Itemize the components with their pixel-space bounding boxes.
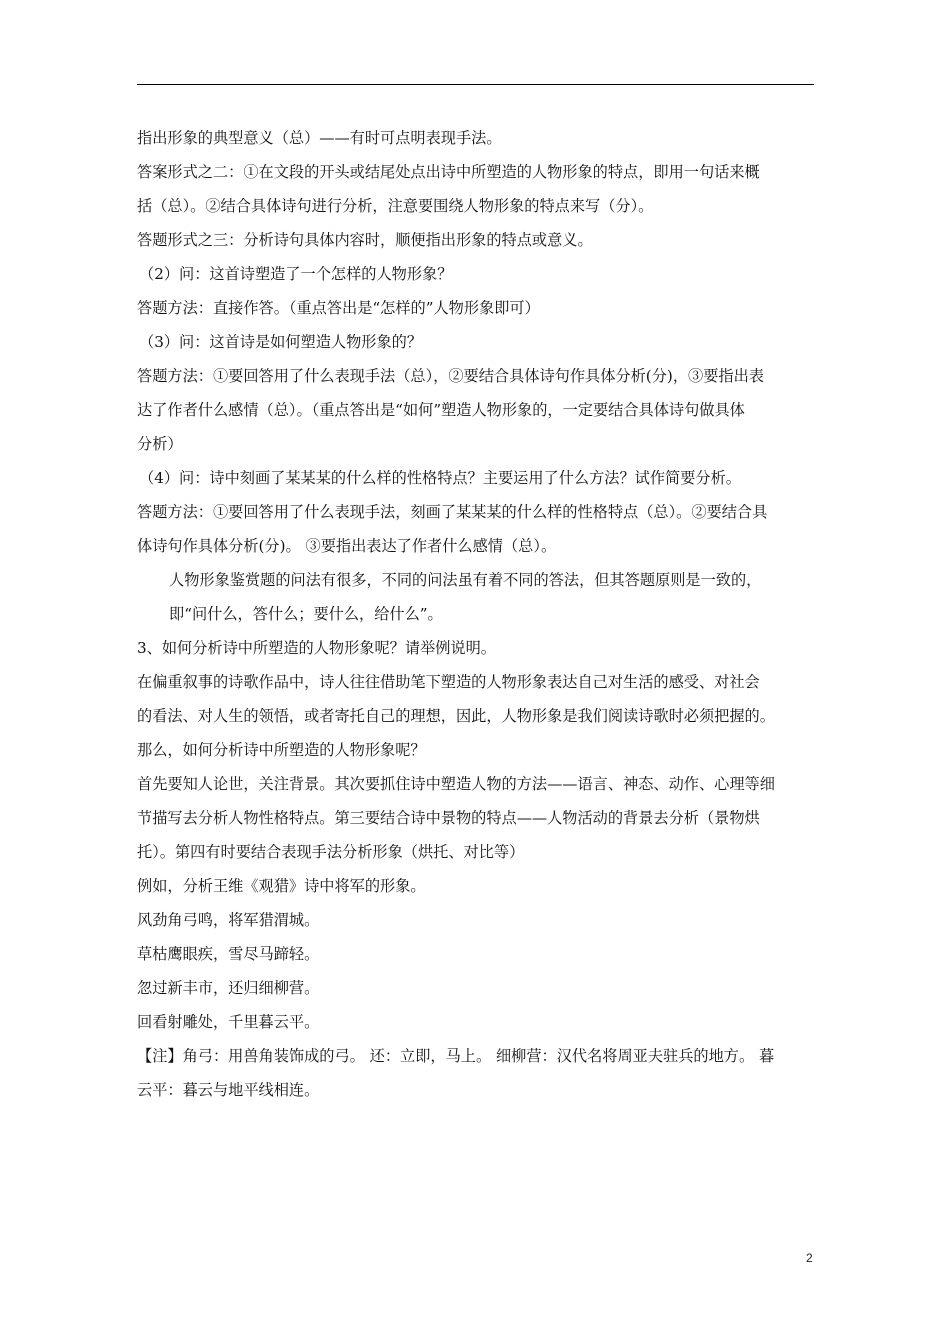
poem-line: 风劲角弓鸣，将军猎渭城。 bbox=[137, 911, 320, 929]
question-line: （3）问：这首诗是如何塑造人物形象的？ bbox=[139, 333, 423, 351]
question-line: （2）问：这首诗塑造了一个怎样的人物形象？ bbox=[139, 265, 453, 283]
text-line: 答题方法：直接作答。（重点答出是“怎样的”人物形象即可） bbox=[137, 299, 540, 317]
section-heading: 3、如何分析诗中所塑造的人物形象呢？请举例说明。 bbox=[137, 639, 496, 657]
poem-line: 忽过新丰市，还归细柳营。 bbox=[137, 979, 320, 997]
text-line: 答题方法：①要回答用了什么表现手法（总），②要结合具体诗句作具体分析(分)，③要指出表 bbox=[137, 367, 764, 385]
text-line: 答题形式之三：分析诗句具体内容时，顺便指出形象的特点或意义。 bbox=[137, 231, 593, 249]
text-line: 例如，分析王维《观猎》诗中将军的形象。 bbox=[137, 877, 426, 895]
annotation-line: 云平：暮云与地平线相连。 bbox=[137, 1081, 320, 1099]
header-rule bbox=[137, 84, 814, 85]
text-line: 体诗句作具体分析(分)。 ③要指出表达了作者什么感情（总）。 bbox=[137, 537, 557, 555]
text-line: 答案形式之二：①在文段的开头或结尾处点出诗中所塑造的人物形象的特点，即用一句话来概 bbox=[137, 163, 760, 181]
text-line: 那么，如何分析诗中所塑造的人物形象呢？ bbox=[137, 741, 426, 759]
text-line: 分析） bbox=[137, 435, 183, 453]
text-line: 托）。第四有时要结合表现手法分析形象（烘托、对比等） bbox=[137, 843, 525, 861]
document-body bbox=[137, 121, 814, 1107]
paragraph-indented-line: 人物形象鉴赏题的问法有很多，不同的问法虽有着不同的答法，但其答题原则是一致的， bbox=[169, 571, 762, 589]
poem-line: 草枯鹰眼疾，雪尽马蹄轻。 bbox=[137, 945, 320, 963]
text-line: 的看法、对人生的领悟，或者寄托自己的理想，因此，人物形象是我们阅读诗歌时必须把握的。 bbox=[137, 707, 775, 725]
text-line: 括（总）。②结合具体诗句进行分析，注意要围绕人物形象的特点来写（分）。 bbox=[137, 197, 654, 215]
page-number: 2 bbox=[806, 1251, 813, 1265]
question-line: （4）问：诗中刻画了某某某的什么样的性格特点？主要运用了什么方法？试作简要分析。 bbox=[139, 469, 741, 487]
annotation-line: 【注】角弓：用兽角装饰成的弓。 还：立即，马上。 细柳营：汉代名将周亚夫驻兵的地方。 暮 bbox=[137, 1047, 775, 1065]
paragraph-indented-line: 即“问什么，答什么；要什么，给什么”。 bbox=[169, 605, 443, 623]
text-line: 在偏重叙事的诗歌作品中，诗人往往借助笔下塑造的人物形象表达自己对生活的感受、对社会 bbox=[137, 673, 760, 691]
text-line: 首先要知人论世，关注背景。其次要抓住诗中塑造人物的方法——语言、神态、动作、心理等细 bbox=[137, 775, 775, 793]
text-line: 指出形象的典型意义（总）——有时可点明表现手法。 bbox=[137, 129, 502, 147]
text-line: 达了作者什么感情（总）。（重点答出是“如何”塑造人物形象的，一定要结合具体诗句做具体 bbox=[137, 401, 745, 419]
text-line: 答题方法：①要回答用了什么表现手法，刻画了某某某的什么样的性格特点（总）。②要结合具 bbox=[137, 503, 768, 521]
text-line: 节描写去分析人物性格特点。第三要结合诗中景物的特点——人物活动的背景去分析（景物烘 bbox=[137, 809, 760, 827]
poem-line: 回看射雕处，千里暮云平。 bbox=[137, 1013, 320, 1031]
